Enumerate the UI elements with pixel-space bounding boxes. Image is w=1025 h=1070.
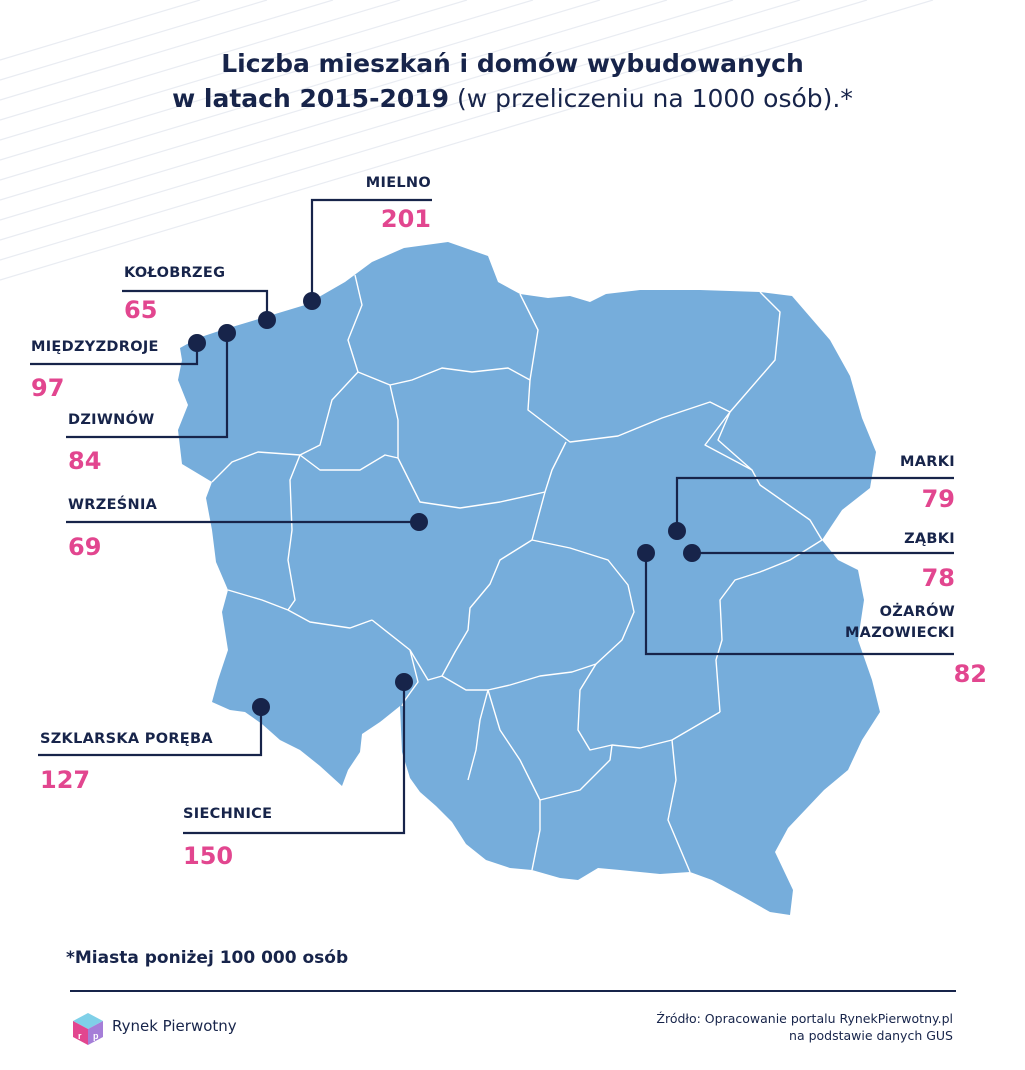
- marker-wrzesnia: [410, 513, 428, 531]
- title-years: w latach 2015-2019: [172, 84, 450, 113]
- title-line-1: Liczba mieszkań i domów wybudowanych: [221, 49, 804, 78]
- city-label-miedzyzdroje: MIĘDZYZDROJE: [31, 339, 159, 355]
- city-label-kolobrzeg: KOŁOBRZEG: [124, 265, 226, 281]
- value-szklarska: 127: [40, 766, 91, 794]
- marker-szklarska: [252, 698, 270, 716]
- marker-zabki: [683, 544, 701, 562]
- marker-marki: [668, 522, 686, 540]
- value-kolobrzeg: 65: [124, 296, 158, 324]
- value-miedzyzdroje: 97: [31, 374, 65, 402]
- city-label-siechnice: SIECHNICE: [183, 806, 273, 822]
- marker-siechnice: [395, 673, 413, 691]
- city-label-wrzesnia: WRZEŚNIA: [68, 497, 158, 513]
- value-zabki: 78: [921, 564, 955, 592]
- marker-ozarow: [637, 544, 655, 562]
- value-mielno: 201: [380, 205, 431, 233]
- svg-text:r: r: [78, 1031, 82, 1041]
- marker-dziwnow: [218, 324, 236, 342]
- footnote: *Miasta poniżej 100 000 osób: [66, 948, 349, 968]
- city-label-marki: MARKI: [900, 454, 955, 470]
- rynek-pierwotny-logo-icon: [70, 1011, 106, 1047]
- value-dziwnow: 84: [68, 447, 102, 475]
- value-marki: 79: [921, 485, 955, 513]
- value-wrzesnia: 69: [68, 533, 102, 561]
- title-note: (w przeliczeniu na 1000 osób).*: [449, 84, 853, 113]
- city-label-ozarow-line1: OŻARÓW: [879, 604, 955, 620]
- marker-kolobrzeg: [258, 311, 276, 329]
- source-line-2: na podstawie danych GUS: [789, 1028, 953, 1043]
- city-label-ozarow-line2: MAZOWIECKI: [844, 625, 955, 641]
- marker-miedzyzdroje: [188, 334, 206, 352]
- value-siechnice: 150: [183, 842, 234, 870]
- brand-name: Rynek Pierwotny: [112, 1017, 237, 1035]
- city-label-szklarska: SZKLARSKA PORĘBA: [40, 731, 213, 747]
- city-label-zabki: ZĄBKI: [904, 531, 955, 547]
- footer-divider: [70, 990, 956, 992]
- value-ozarow: 82: [953, 660, 987, 688]
- source-note: [656, 1010, 953, 1044]
- city-label-dziwnow: DZIWNÓW: [68, 412, 155, 428]
- marker-mielno: [303, 292, 321, 310]
- leader-marki: [677, 478, 954, 531]
- city-label-mielno: MIELNO: [365, 175, 431, 191]
- svg-text:p: p: [93, 1031, 99, 1041]
- source-line-1: Źródło: Opracowanie portalu RynekPierwotny.pl: [656, 1011, 953, 1026]
